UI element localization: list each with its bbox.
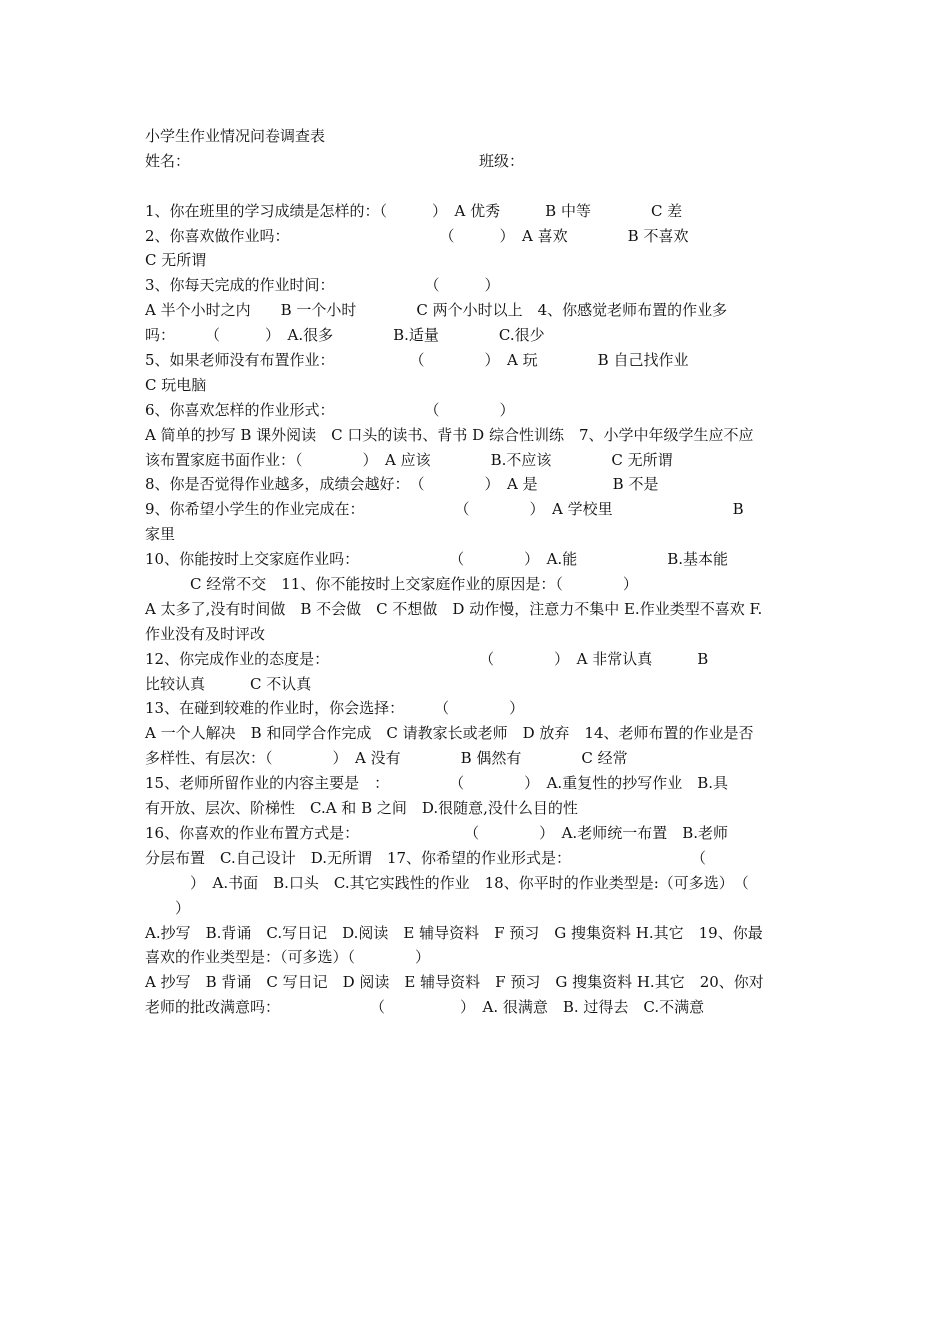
question-line: A 一个人解决 B 和同学合作完成 C 请教家长或老师 D 放弃 14、老师布置的作业是否 <box>145 724 754 743</box>
question-line: 分层布置 C.自己设计 D.无所谓 17、你希望的作业形式是： （ <box>145 848 707 867</box>
question-line: A 抄写 B 背诵 C 写日记 D 阅读 E 辅导资料 F 预习 G 搜集资料 H.其它 20、你对 <box>145 973 764 992</box>
question-line: 2、你喜欢做作业吗： （ ） A 喜欢 B 不喜欢 <box>145 226 689 245</box>
spacer <box>145 174 807 199</box>
question-line: C 无所谓 <box>145 251 207 270</box>
question-line: C 经常不交 11、你不能按时上交家庭作业的原因是：（ ） <box>145 575 638 594</box>
question-line: 6、你喜欢怎样的作业形式： （ ） <box>145 400 515 419</box>
question-line: 作业没有及时评改 <box>145 624 266 643</box>
question-line: A 半个小时之内 B 一个小时 C 两个小时以上 4、你感觉老师布置的作业多 <box>145 301 728 320</box>
question-line: A 太多了,没有时间做 B 不会做 C 不想做 D 动作慢，注意力不集中 E.作业类型不喜欢 F. <box>145 599 763 618</box>
question-line: 吗： （ ） A.很多 B.适量 C.很少 <box>145 326 545 345</box>
question-line: ） A.书面 B.口头 C.其它实践性的作业 18、你平时的作业类型是:（可多选） （ <box>145 873 749 892</box>
question-line: 多样性、有层次：（ ） A 没有 B 偶然有 C 经常 <box>145 749 628 768</box>
question-line: 喜欢的作业类型是：（可多选）（ ） <box>145 948 431 967</box>
header-line <box>145 149 807 174</box>
question-line: 该布置家庭书面作业：（ ） A 应该 B.不应该 C 无所谓 <box>145 450 673 469</box>
question-line: 5、如果老师没有布置作业： （ ） A 玩 B 自己找作业 <box>145 351 689 370</box>
question-line: 1、你在班里的学习成绩是怎样的：（ ） A 优秀 B 中等 C 差 <box>145 201 683 220</box>
question-line: A.抄写 B.背诵 C.写日记 D.阅读 E 辅导资料 F 预习 G 搜集资料 H.其它 19、你最 <box>145 923 763 942</box>
questionnaire-page <box>145 124 807 1020</box>
question-line: 9、你希望小学生的作业完成在： （ ） A 学校里 B <box>145 500 744 519</box>
question-line: 15、老师所留作业的内容主要是 ： （ ） A.重复性的抄写作业 B.具 <box>145 774 728 793</box>
question-line: 老师的批改满意吗： （ ） A. 很满意 B. 过得去 C.不满意 <box>145 998 705 1017</box>
question-line: 家里 <box>145 525 176 544</box>
question-line: 10、你能按时上交家庭作业吗： （ ） A.能 B.基本能 <box>145 550 728 569</box>
question-line: C 玩电脑 <box>145 375 207 394</box>
class-label: 班级： <box>479 151 525 170</box>
question-line: 3、你每天完成的作业时间： （ ） <box>145 276 500 295</box>
question-list <box>145 199 807 1020</box>
document-title: 小学生作业情况问卷调查表 <box>145 127 326 145</box>
name-label: 姓名： <box>145 151 191 170</box>
question-line: 比较认真 C 不认真 <box>145 674 312 693</box>
question-line: 8、你是否觉得作业越多，成绩会越好： （ ） A 是 B 不是 <box>145 475 659 494</box>
question-line: ） <box>145 898 191 917</box>
question-line: 16、你喜欢的作业布置方式是： （ ） A.老师统一布置 B.老师 <box>145 823 728 842</box>
question-line: 12、你完成作业的态度是： （ ） A 非常认真 B <box>145 649 709 668</box>
question-line: 有开放、层次、阶梯性 C.A 和 B 之间 D.很随意,没什么目的性 <box>145 799 578 818</box>
question-line: 13、在碰到较难的作业时，你会选择： （ ） <box>145 699 525 718</box>
question-line: A 简单的抄写 B 课外阅读 C 口头的读书、背书 D 综合性训练 7、小学中年级学生应不应 <box>145 425 754 444</box>
